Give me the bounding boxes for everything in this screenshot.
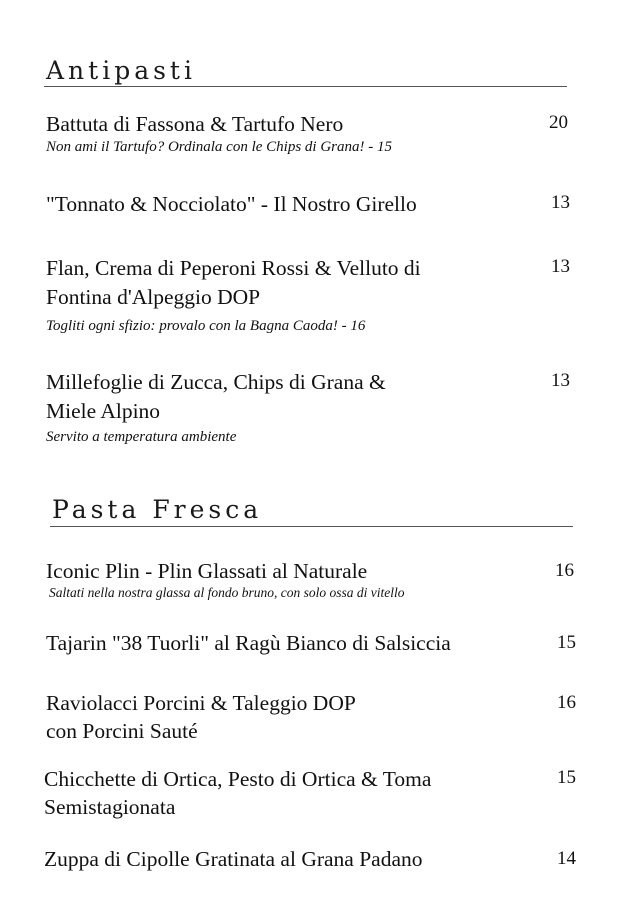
section-title-antipasti: Antipasti [46, 56, 196, 85]
item-price: 15 [557, 632, 576, 653]
item-note: Non ami il Tartufo? Ordinala con le Chips di Grana! - 15 [46, 139, 392, 155]
item-name: Chicchette di Ortica, Pesto di Ortica & Toma [44, 767, 432, 791]
item-name: Iconic Plin - Plin Glassati al Naturale [46, 559, 368, 583]
section-divider [44, 86, 567, 87]
item-note: Servito a temperatura ambiente [46, 429, 237, 445]
section-title-pasta-fresca: Pasta Fresca [52, 495, 263, 524]
item-note: Togliti ogni sfizio: provalo con la Bagna Caoda! - 16 [46, 318, 366, 334]
item-name: Fontina d'Alpeggio DOP [46, 285, 261, 309]
item-price: 13 [551, 370, 570, 391]
item-price: 15 [557, 767, 576, 788]
item-price: 14 [557, 848, 576, 869]
item-note: Saltati nella nostra glassa al fondo bruno, con solo ossa di vitello [49, 585, 405, 600]
item-name: Raviolacci Porcini & Taleggio DOP [46, 691, 356, 715]
item-name: Zuppa di Cipolle Gratinata al Grana Padano [44, 847, 423, 871]
item-name: "Tonnato & Nocciolato" - Il Nostro Girello [46, 192, 417, 216]
item-name: Tajarin "38 Tuorli" al Ragù Bianco di Salsiccia [46, 631, 451, 655]
item-price: 16 [557, 692, 576, 713]
item-price: 20 [549, 112, 568, 133]
item-name: con Porcini Sauté [46, 719, 198, 743]
item-name: Flan, Crema di Peperoni Rossi & Velluto di [46, 256, 421, 280]
section-divider [50, 526, 573, 527]
item-name: Battuta di Fassona & Tartufo Nero [46, 112, 344, 136]
item-name: Semistagionata [44, 795, 176, 819]
item-price: 13 [551, 256, 570, 277]
item-name: Millefoglie di Zucca, Chips di Grana & [46, 370, 386, 394]
item-name: Miele Alpino [46, 399, 161, 423]
item-price: 13 [551, 192, 570, 213]
item-price: 16 [555, 560, 574, 581]
